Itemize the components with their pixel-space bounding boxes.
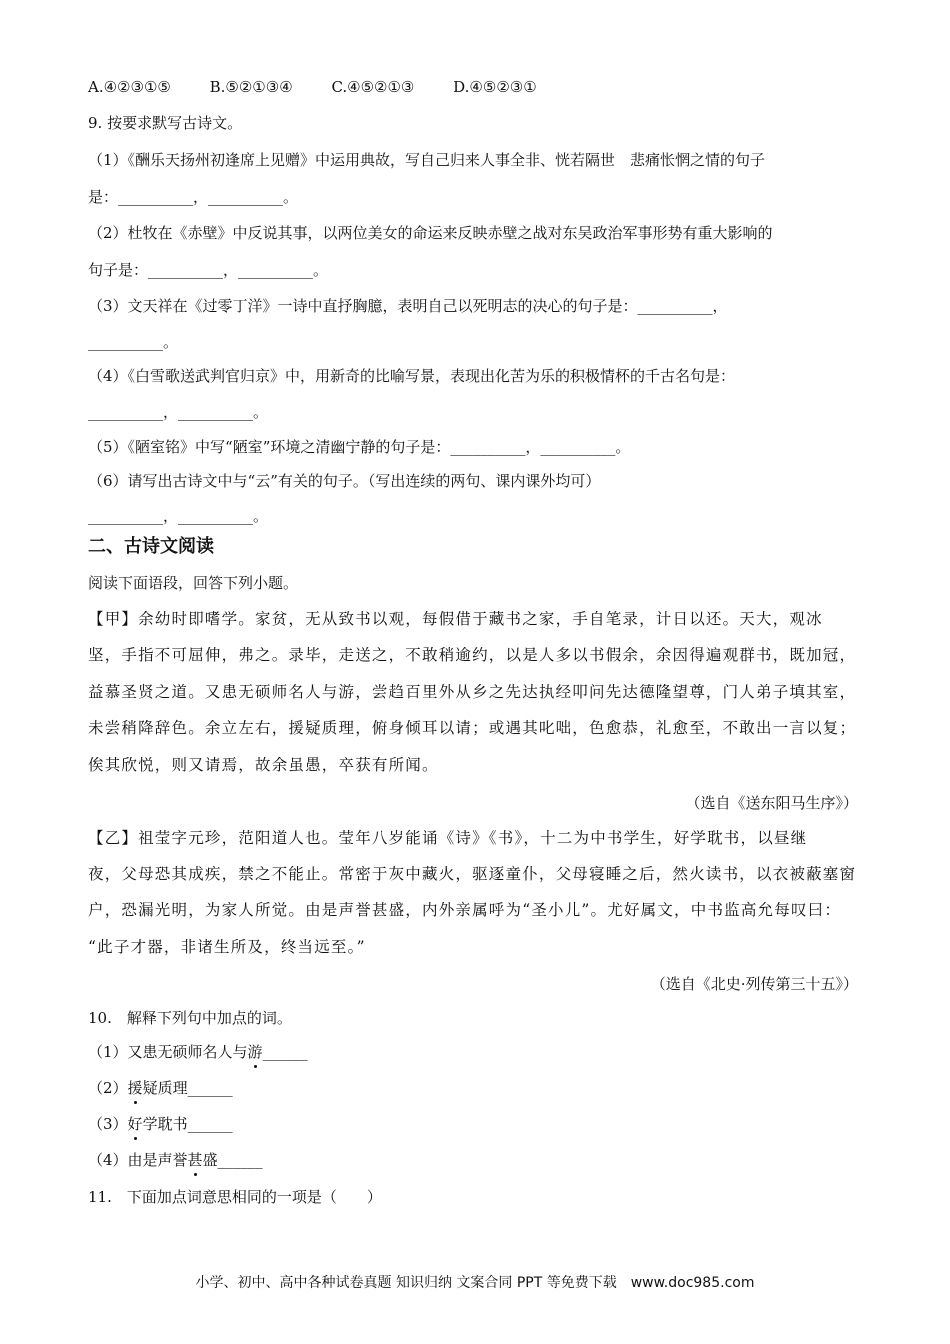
q10-item4 [88, 1150, 263, 1170]
jia-line-5: 俟其欣悦，则又请焉，故余虽愚，卒获有所闻。 [88, 756, 439, 774]
yi-line-4: “此子才器，非诸生所及，终当远至。” [88, 938, 366, 956]
yi-source: （选自《北史·列传第三十五》） [650, 975, 858, 993]
q10-item3 [88, 1114, 233, 1134]
q10-item4-pre: （4）由是声誉 [88, 1151, 188, 1169]
q10-item4-post: 盛______ [202, 1151, 263, 1169]
jia-line-1: 【甲】余幼时即嗜学。家贫，无从致书以观，每假借于藏书之家，手自笔录，计日以还。天大，观冰 [88, 610, 823, 628]
q10-item2 [88, 1078, 233, 1098]
q10-item2-post: 疑质理______ [142, 1079, 233, 1097]
q9-item5: （5）《陋室铭》中写“陋室”环境之清幽宁静的句子是：__________，__________。 [88, 438, 631, 456]
jia-source: （选自《送东阳马生序》） [685, 794, 858, 812]
yi-line-3: 户，恐漏光明，为家人所觉。由是声誉甚盛，内外亲属呼为“圣小儿”。尤好属文，中书监高允每叹曰： [88, 901, 842, 919]
yi-line-2: 夜，父母恐其成疾，禁之不能止。常密于灰中藏火，驱逐童仆，父母寝睡之后，然火读书，以衣被蔽塞窗 [88, 865, 857, 883]
q9-item4-line2: __________，__________。 [88, 403, 269, 421]
q8-options [88, 77, 571, 97]
option-d: D.④⑤②③① [453, 78, 537, 96]
q9-title: 9. 按要求默写古诗文。 [88, 114, 243, 132]
q10-title: 10. 解释下列句中加点的词。 [88, 1009, 292, 1027]
jia-line-4: 未尝稍降辞色。余立左右，援疑质理，俯身倾耳以请；或遇其叱咄，色愈恭，礼愈至，不敢出一言以复； [88, 719, 857, 737]
q9-item3-line2: __________。 [88, 333, 179, 351]
q9-item6-line1: （6）请写出古诗文中与“云”有关的句子。（写出连续的两句、课内课外均可） [88, 472, 601, 490]
q11-title: 11. 下面加点词意思相同的一项是（ ） [88, 1188, 382, 1206]
q10-item1-post: ______ [262, 1043, 308, 1061]
q10-item2-dotted: 援 [127, 1079, 143, 1097]
q9-item2-line1: （2）杜牧在《赤壁》中反说其事，以两位美女的命运来反映赤壁之战对东吴政治军事形势有重大影响的 [88, 224, 773, 242]
q9-item2-line2: 句子是：__________，__________。 [88, 261, 329, 279]
option-a: A.④②③①⑤ [88, 78, 171, 96]
q10-item3-pre: （3） [88, 1115, 128, 1133]
q9-item1-line1: （1）《酬乐天扬州初逢席上见赠》中运用典故，写自己归来人事全非、恍若隔世 悲痛怅惘之情的句子 [88, 151, 766, 169]
jia-line-2: 坚，手指不可屈伸，弗之。录毕，走送之，不敢稍逾约，以是人多以书假余，余因得遍观群书，既加冠， [88, 646, 857, 664]
yi-line-1: 【乙】祖莹字元珍，范阳道人也。莹年八岁能诵《诗》《书》，十二为中书学生，好学耽书，以昼继 [88, 829, 808, 847]
q10-item4-dotted: 甚 [187, 1151, 203, 1169]
q10-item3-post: 学耽书______ [142, 1115, 233, 1133]
q9-item3-line1: （3）文天祥在《过零丁洋》一诗中直抒胸臆，表明自己以死明志的决心的句子是：__________， [88, 297, 728, 315]
option-c: C.④⑤②①③ [331, 78, 415, 96]
jia-line-3: 益慕圣贤之道。又患无硕师名人与游，尝趋百里外从乡之先达执经叩问先达德隆望尊，门人弟子填其室， [88, 683, 857, 701]
q10-item1 [88, 1042, 308, 1062]
q9-item6-line2: __________，__________。 [88, 507, 269, 525]
q9-item1-line2: 是：__________，__________。 [88, 188, 299, 206]
section-intro: 阅读下面语段，回答下列小题。 [88, 574, 299, 592]
q9-item4-line1: （4）《白雪歌送武判官归京》中，用新奇的比喻写景，表现出化苦为乐的积极情杯的千古名句是： [88, 367, 736, 385]
q10-item2-pre: （2） [88, 1079, 128, 1097]
footer-text: 小学、初中、高中各种试卷真题 知识归纳 文案合同 PPT 等免费下载 www.doc985.com [195, 1275, 755, 1291]
option-b: B.⑤②①③④ [209, 78, 293, 96]
q10-item1-pre: （1）又患无硕师名人与 [88, 1043, 248, 1061]
section-heading: 二、古诗文阅读 [88, 536, 214, 557]
q10-item1-dotted: 游 [247, 1043, 263, 1061]
q10-item3-dotted: 好 [127, 1115, 143, 1133]
